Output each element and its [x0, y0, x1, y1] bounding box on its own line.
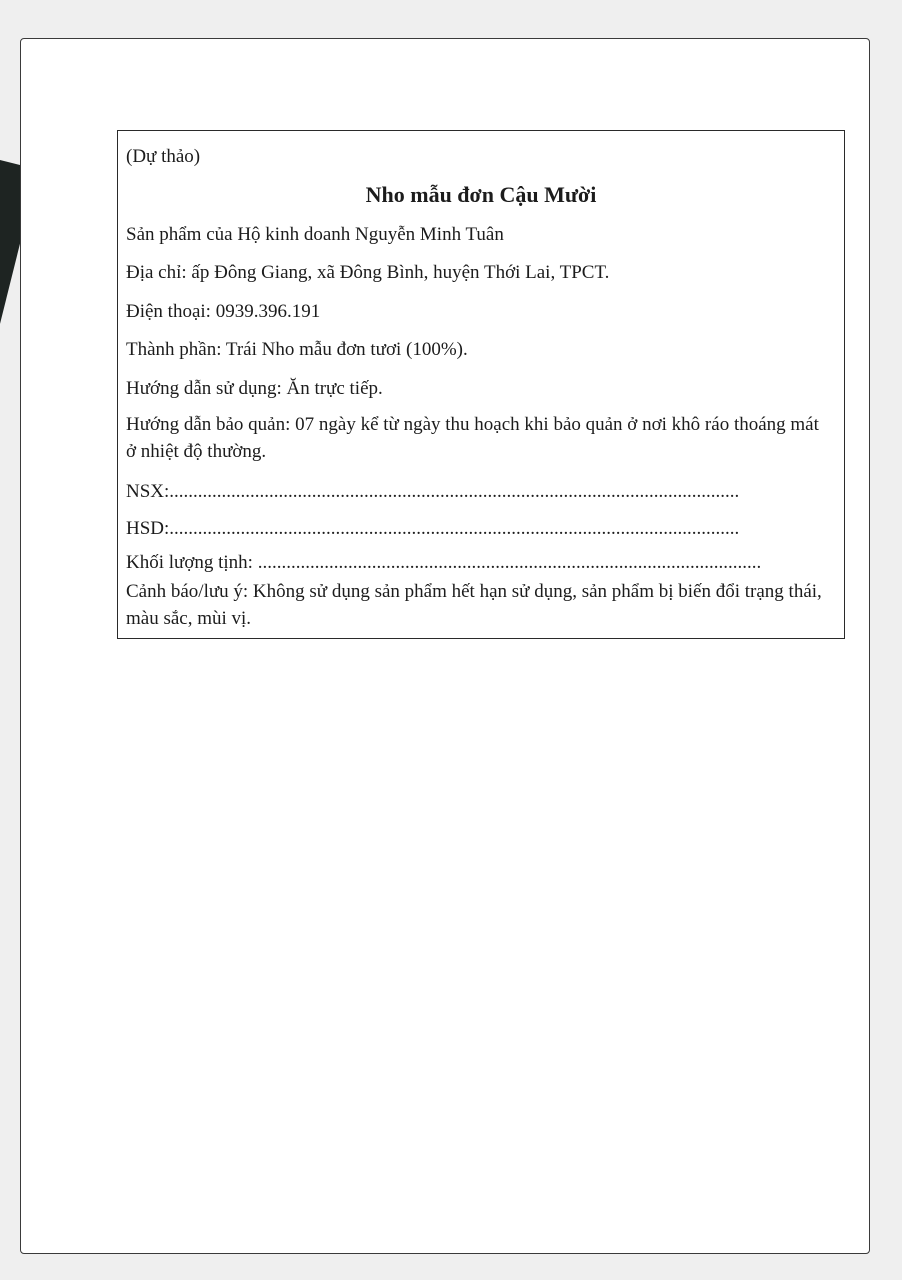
- address-line: Địa chỉ: ấp Đông Giang, xã Đông Bình, huyện Thới Lai, TPCT.: [126, 262, 610, 283]
- exp-date-field: HSD:........................................................................................................................: [126, 518, 740, 539]
- phone-line: Điện thoại: 0939.396.191: [126, 301, 321, 322]
- warning-line: Cảnh báo/lưu ý: Không sử dụng sản phẩm hết hạn sử dụng, sản phẩm bị biến đổi trạng thái, màu sắc, mùi vị.: [126, 581, 822, 629]
- usage-line: Hướng dẫn sử dụng: Ăn trực tiếp.: [126, 378, 383, 399]
- net-weight-field: Khối lượng tịnh: ..........................................................................................................: [126, 552, 762, 573]
- draft-note: (Dự thảo): [126, 146, 201, 167]
- producer-line: Sản phẩm của Hộ kinh doanh Nguyễn Minh Tuân: [126, 224, 504, 245]
- product-title: Nho mẫu đơn Cậu Mười: [365, 182, 597, 207]
- paper-sheet: [20, 38, 870, 1254]
- product-label-box: [117, 130, 845, 639]
- storage-line: Hướng dẫn bảo quản: 07 ngày kể từ ngày thu hoạch khi bảo quản ở nơi khô ráo thoáng mát ở nhiệt độ thường.: [126, 414, 819, 462]
- mfg-date-field: NSX:........................................................................................................................: [126, 481, 740, 502]
- ingredients-line: Thành phần: Trái Nho mẫu đơn tươi (100%).: [126, 339, 468, 360]
